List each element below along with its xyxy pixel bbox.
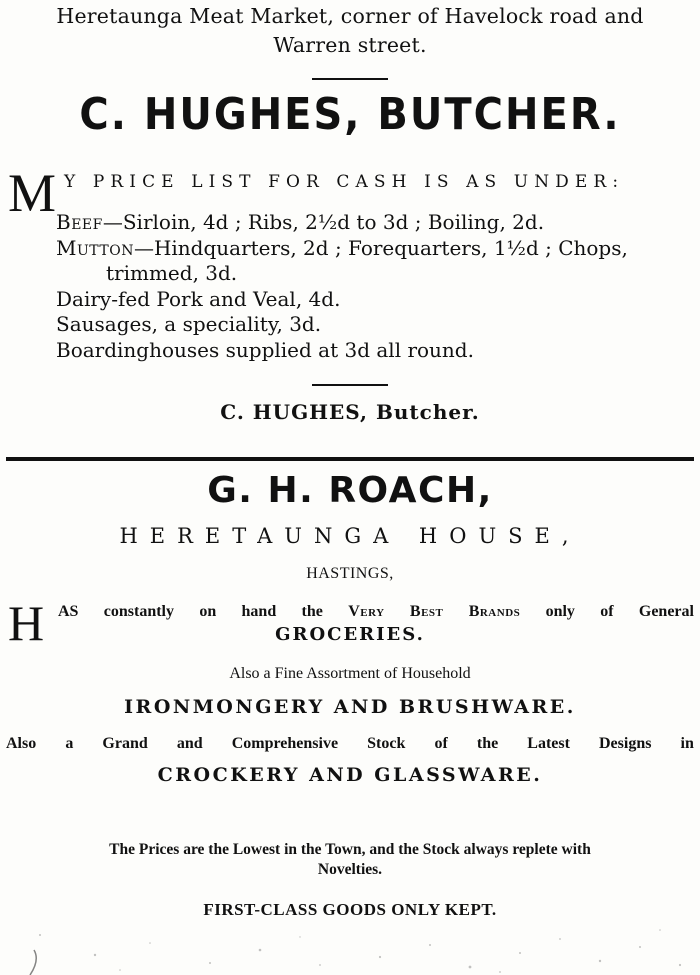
mutton-label: Mutton (56, 235, 134, 260)
price-item-pork: Dairy-fed Pork and Veal, 4d. (56, 286, 341, 311)
first-class-line: FIRST-CLASS GOODS ONLY KEPT. (203, 900, 497, 919)
word: constantly (103, 603, 174, 620)
fine-assortment-line: Also a Fine Assortment of Household (229, 665, 471, 682)
word: the (301, 603, 323, 620)
roach-house-name: HERETAUNGA HOUSE, (119, 524, 581, 548)
word: in (680, 735, 694, 752)
word: the (476, 735, 499, 752)
beef-label: Beef (56, 210, 103, 234)
price-list-heading: Y PRICE LIST FOR CASH IS AS UNDER: (64, 172, 625, 192)
word: Brands (468, 603, 521, 620)
word: Very (348, 603, 385, 620)
grand-stock-line (6, 735, 694, 753)
ironmongery-heading: IRONMONGERY AND BRUSHWARE. (124, 696, 576, 718)
word: AS (58, 603, 79, 620)
hughes-signature: C. HUGHES, Butcher. (220, 400, 480, 424)
dropcap-m: M (8, 163, 57, 223)
word: Designs (599, 735, 652, 752)
crockery-heading: CROCKERY AND GLASSWARE. (157, 764, 543, 786)
paper-speckle-texture (0, 915, 700, 975)
word: hand (241, 603, 277, 620)
word: only (545, 603, 575, 620)
prices-note (4, 840, 696, 880)
word: of (434, 735, 448, 752)
word: Comprehensive (231, 735, 339, 752)
hughes-intro-line2: Warren street. (273, 33, 427, 57)
groceries-heading: GROCERIES. (275, 624, 425, 645)
price-list (56, 210, 696, 363)
word: Also (6, 735, 37, 752)
price-item-sausages: Sausages, a speciality, 3d. (56, 312, 322, 336)
price-item-beef (56, 210, 696, 236)
word: a (65, 735, 74, 752)
word: and (176, 735, 203, 752)
roach-title: G. H. ROACH, (207, 470, 493, 511)
word: Latest (527, 735, 570, 752)
divider-rule (0, 78, 700, 80)
section-divider (6, 457, 694, 461)
hughes-title: C. HUGHES, BUTCHER. (79, 90, 621, 140)
word: of (600, 603, 614, 620)
divider-rule (0, 384, 700, 386)
word: General (638, 603, 694, 620)
prices-note-line1: The Prices are the Lowest in the Town, and the Stock always replete with (109, 841, 591, 858)
dropcap-h: H (8, 595, 45, 651)
hughes-intro (8, 2, 692, 60)
mutton-text: —Hindquarters, 2d ; Forequarters, 1½d ; Chops, (133, 235, 628, 260)
roach-has-line (58, 603, 694, 621)
word: Best (409, 603, 444, 620)
price-item-mutton (56, 236, 696, 262)
roach-town: HASTINGS, (306, 565, 394, 582)
mutton-continuation: trimmed, 3d. (106, 261, 238, 285)
prices-note-line2: Novelties. (317, 861, 383, 878)
word: Grand (102, 735, 148, 752)
beef-text: —Sirloin, 4d ; Ribs, 2½d to 3d ; Boiling, 2d. (102, 210, 545, 234)
word: on (199, 603, 217, 620)
price-item-boarding: Boardinghouses supplied at 3d all round. (56, 337, 474, 362)
word: Stock (367, 735, 406, 752)
hughes-intro-line1: Heretaunga Meat Market, corner of Havelock road and (56, 4, 644, 28)
